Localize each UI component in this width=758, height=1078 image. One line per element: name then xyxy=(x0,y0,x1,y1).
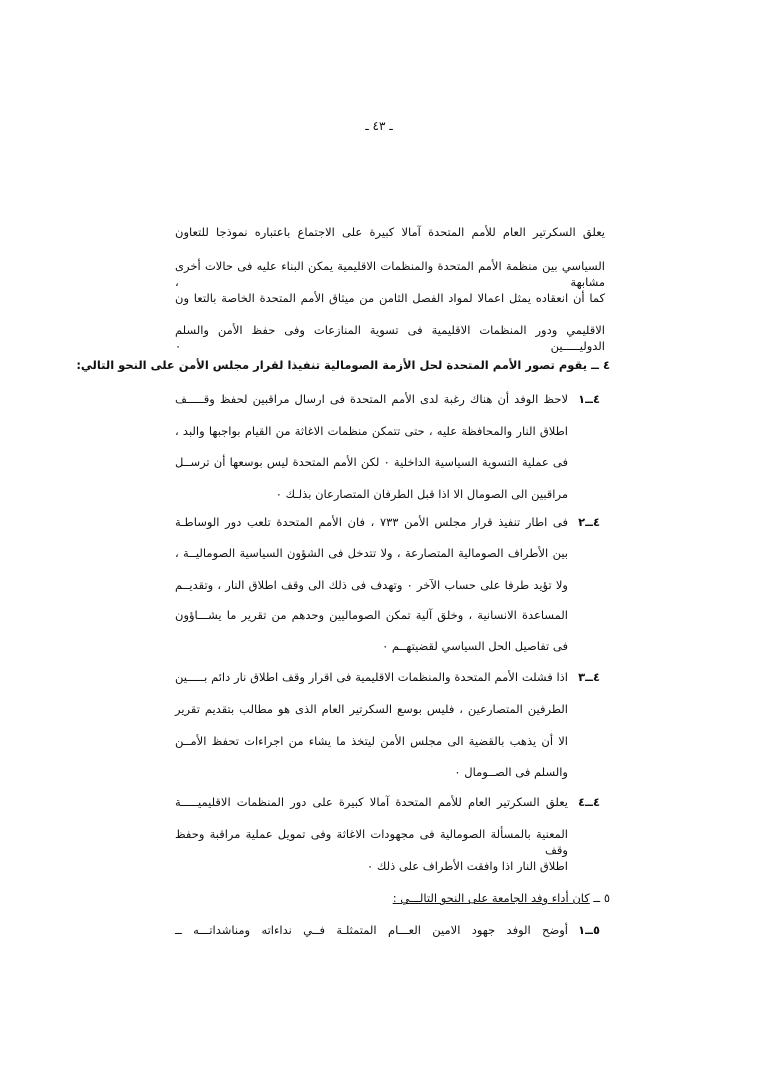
item-text-line: اذا فشلت الأمم المتحدة والمنظمات الاقليمية فى اقرار وقف اطلاق نار دائم بـــــين xyxy=(175,670,568,684)
intro-paragraph-line: السياسي بين منظمة الأمم المتحدة والمنظمات الاقليمية يمكن البناء عليه فى حالات أخرى مشابهة ، xyxy=(175,259,605,289)
item-text-line: أوضح الوفد جهود الامين العـــام المتمثلـة فــي نداءاته ومناشداتـــه ــ xyxy=(175,923,568,937)
item-text-line: الطرفين المتصارعين ، فليس بوسع السكرتير العام الذى هو مطالب بتقديم تقرير xyxy=(175,702,568,716)
item-number: ٤ــ٢ xyxy=(578,515,600,529)
item-text-line: فى اطار تنفيذ قرار مجلس الأمن ٧٣٣ ، فان الأمم المتحدة تلعب دور الوساطـة xyxy=(175,515,568,529)
page-number: ـ ٤٣ ـ xyxy=(365,119,393,133)
item-text-line: بين الأطراف الصومالية المتصارعة ، ولا تتدخل فى الشؤون السياسية الصوماليــة ، xyxy=(175,546,568,560)
item-number: ٤ــ٣ xyxy=(578,670,600,684)
item-text-line: الا أن يذهب بالقضية الى مجلس الأمن ليتخذ ما يشاء من اجراءات تحفظ الأمــن xyxy=(175,734,568,748)
item-text-line: والسلم فى الصــومال ٠ xyxy=(454,765,568,779)
intro-paragraph-line: كما أن انعقاده يمثل اعمالا لمواد الفصل الثامن من ميثاق الأمم المتحدة الخاصة بالتعا ون xyxy=(175,291,605,305)
intro-paragraph-line: يعلق السكرتير العام للأمم المتحدة آمالا كبيرة على الاجتماع باعتباره نموذجا للتعاون xyxy=(175,225,605,239)
intro-paragraph-line: الاقليمي ودور المنظمات الاقليمية فى تسوية المنازعات وفى حفظ الأمن والسلم الدوليـــــين ٠ xyxy=(175,323,605,353)
item-text-line: فى عملية التسوية السياسية الداخلية ٠ لكن الأمم المتحدة ليس بوسعها أن ترســل xyxy=(175,455,569,469)
section-5-heading-text: كان أداء وفد الجامعة على النحو التالـــي : xyxy=(392,891,590,905)
item-number: ٤ــ٤ xyxy=(578,795,600,809)
item-text-line: مراقبين الى الصومال الا اذا قبل الطرفان المتصارعان بذلـك ٠ xyxy=(275,487,568,501)
item-text-line: فى تفاصيل الحل السياسي لقضيتهــم ٠ xyxy=(382,639,568,653)
item-text-line: اطلاق النار والمحافظة عليه ، حتى تتمكن منظمات الاغاثة من القيام بواجبها والبد ، xyxy=(175,424,568,438)
item-text-line: المعنية بالمسألة الصومالية فى مجهودات الاغاثة وفى تمويل عملية مراقبة وحفظ وقف xyxy=(175,827,568,857)
section-5-heading xyxy=(393,890,610,906)
section-4-heading: ٤ ــ يقوم تصور الأمم المتحدة لحل الأزمة الصومالية تنفيذا لقرار مجلس الأمن على النحو التالي: xyxy=(76,358,610,372)
item-number: ٥ــ١ xyxy=(578,923,600,937)
item-text-line: ولا تؤيد طرفا على حساب الآخر ٠ وتهدف فى ذلك الى وقف اطلاق النار ، وتقديــم xyxy=(175,578,568,592)
item-text-line: المساعدة الانسانية ، وخلق آلية تمكن الصوماليين وحدهم من تقرير ما يشـــاؤون xyxy=(175,608,568,622)
item-number: ٤ــ١ xyxy=(578,392,600,406)
section-5-prefix: ٥ ــ xyxy=(589,891,610,905)
item-text-line: يعلق السكرتير العام للأمم المتحدة آمالا كبيرة على دور المنظمات الاقليميـــــة xyxy=(175,795,568,809)
item-text-line: اطلاق النار اذا وافقت الأطراف على ذلك ٠ xyxy=(367,859,568,873)
item-text-line: لاحظ الوفد أن هناك رغبة لدى الأمم المتحدة فى ارسال مراقبين لحفظ وقـــــف xyxy=(175,392,568,406)
